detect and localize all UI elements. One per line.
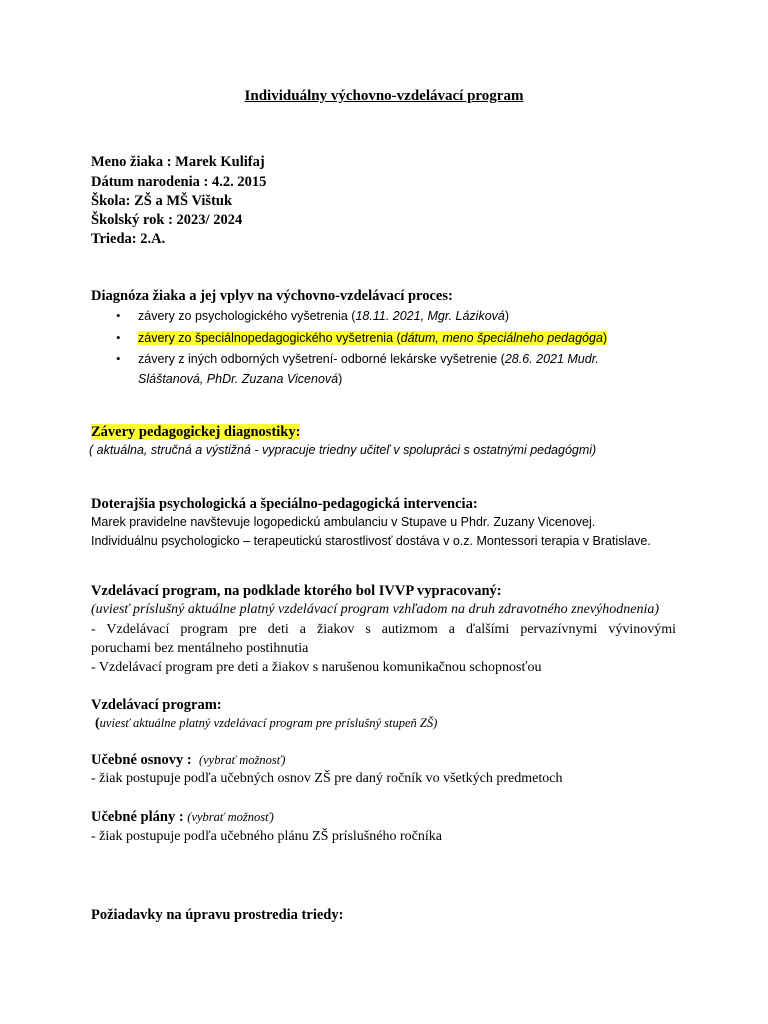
birth-date: Dátum narodenia : 4.2. 2015 xyxy=(91,174,267,190)
edu-program-heading: Vzdelávací program, na podklade ktorého bol IVVP vypracovaný: xyxy=(91,583,502,599)
diagnosis-item-1: závery zo psychologického vyšetrenia (18.11. 2021, Mgr. Láziková) xyxy=(138,309,510,323)
diagnosis-item-2: závery zo špeciálnopedagogického vyšetrenia (dátum, meno špeciálneho pedagóga) xyxy=(138,331,608,345)
edu-program-line-1: - Vzdelávací program pre deti a žiakov s autizmom a ďalšími pervazívnymi vývinovými xyxy=(91,622,676,637)
page-title: Individuálny výchovno-vzdelávací program xyxy=(244,88,524,104)
edu-program-line-2: - Vzdelávací program pre deti a žiakov s narušenou komunikačnou schopnosťou xyxy=(91,660,542,675)
school-year: Školský rok : 2023/ 2024 xyxy=(91,212,243,228)
edu-program-note: (uviesť príslušný aktuálne platný vzdelávací program vzhľadom na druh zdravotného znevýhodnenia) xyxy=(91,602,660,617)
curriculum-line: - žiak postupuje podľa učebných osnov ZŠ pre daný ročník vo všetkých predmetoch xyxy=(91,771,563,786)
edu-program2-note: (uviesť aktuálne platný vzdelávací program pre príslušný stupeň ZŠ) xyxy=(95,716,438,731)
edu-program-line-1b: poruchami bez mentálneho postihnutia xyxy=(91,641,309,656)
curriculum-heading: Učebné osnovy : (vybrať možnosť) xyxy=(91,752,286,768)
plans-heading: Učebné plány : (vybrať možnosť) xyxy=(91,809,274,825)
edu-program2-heading: Vzdelávací program: xyxy=(91,697,222,713)
intervention-line-1: Marek pravidelne navštevuje logopedickú ambulanciu v Stupave u Phdr. Zuzany Vicenovej. xyxy=(91,515,596,529)
intervention-heading: Doterajšia psychologická a špeciálno-pedagogická intervencia: xyxy=(91,496,478,512)
bullet-icon: • xyxy=(116,351,121,366)
ped-diag-heading: Závery pedagogickej diagnostiky: xyxy=(91,424,301,440)
plans-line: - žiak postupuje podľa učebného plánu ZŠ príslušného ročníka xyxy=(91,829,442,844)
bullet-icon: • xyxy=(116,308,121,323)
requirements-heading: Požiadavky na úpravu prostredia triedy: xyxy=(91,907,344,923)
ped-diag-note: ( aktuálna, stručná a výstižná - vypracuje triedny učiteľ v spolupráci s ostatnými pedagógmi) xyxy=(89,443,597,457)
diagnosis-item-3-cont: Sláštanová, PhDr. Zuzana Vicenová) xyxy=(138,372,343,386)
diagnosis-heading: Diagnóza žiaka a jej vplyv na výchovno-vzdelávací proces: xyxy=(91,288,453,304)
student-name: Meno žiaka : Marek Kulifaj xyxy=(91,154,265,170)
class-name: Trieda: 2.A. xyxy=(91,231,166,247)
school-name: Škola: ZŠ a MŠ Vištuk xyxy=(91,193,233,209)
diagnosis-item-3: závery z iných odborných vyšetrení- odborné lekárske vyšetrenie (28.6. 2021 Mudr. xyxy=(138,352,599,366)
bullet-icon: • xyxy=(116,330,121,345)
intervention-line-2: Individuálnu psychologicko – terapeutickú starostlivosť dostáva v o.z. Montessori terapia v Bratislave. xyxy=(91,534,651,548)
